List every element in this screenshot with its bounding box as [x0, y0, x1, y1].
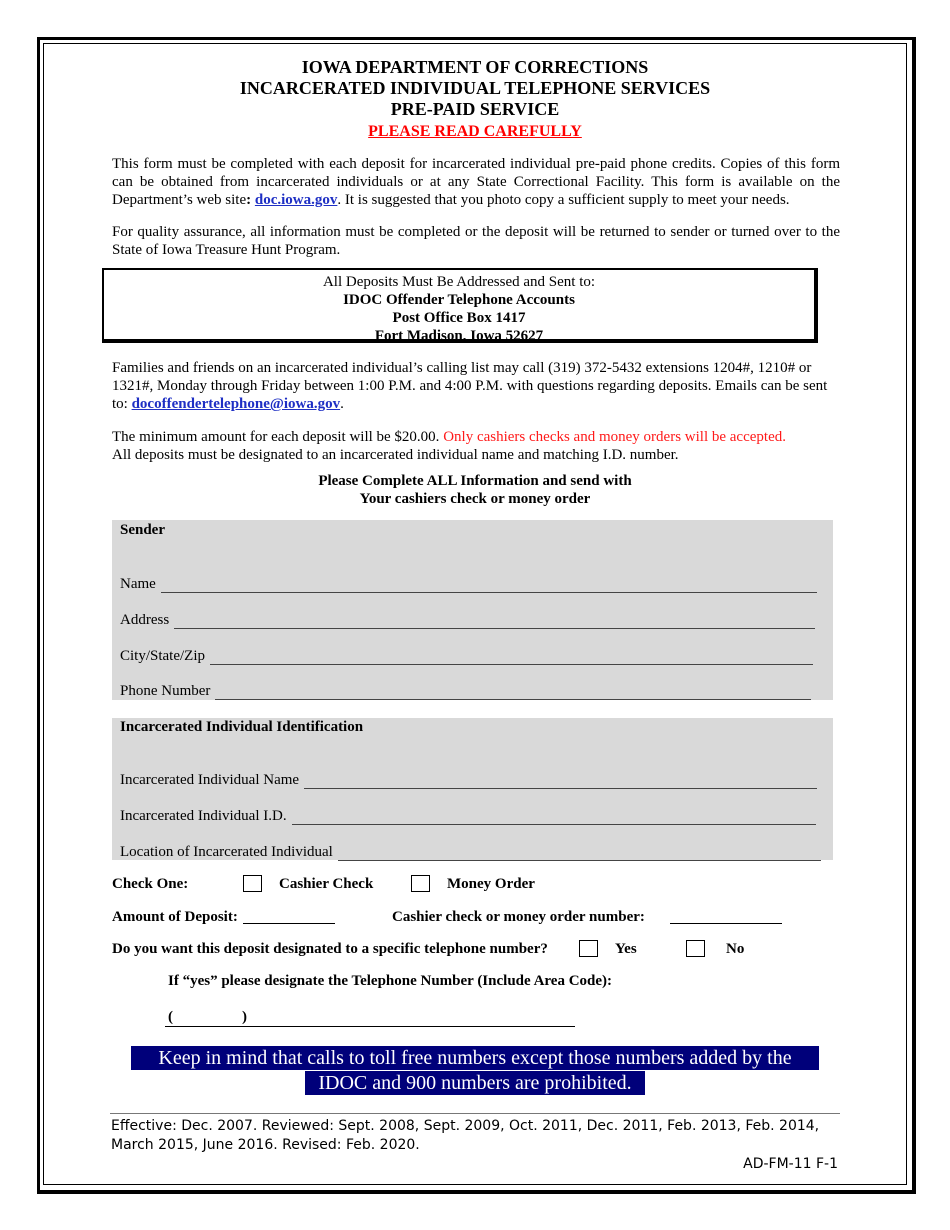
- header-warning: PLEASE READ CAREFULLY: [368, 123, 582, 140]
- sender-address-input[interactable]: [174, 614, 815, 629]
- sender-city-field[interactable]: City/State/Zip: [120, 648, 813, 665]
- address-city: Fort Madison, Iowa 52627: [374, 328, 544, 344]
- inmate-location-field[interactable]: Location of Incarcerated Individual: [120, 844, 821, 861]
- address-name: IDOC Offender Telephone Accounts: [343, 292, 575, 308]
- header-agency: IOWA DEPARTMENT OF CORRECTIONS: [301, 57, 649, 77]
- inmate-title: Incarcerated Individual Identification: [120, 719, 364, 735]
- designate-yes-label: Yes: [615, 941, 637, 957]
- footer-divider: [110, 1113, 840, 1114]
- instruction-line2: Your cashiers check or money order: [359, 491, 591, 507]
- designate-no-label: No: [726, 941, 745, 957]
- money-order-checkbox[interactable]: [411, 875, 430, 892]
- quality-paragraph: For quality assurance, all information must be completed or the deposit will be returned to sender or turned over to the State of Iowa Treasure Hunt Program.: [112, 224, 840, 258]
- check-number-input[interactable]: [670, 907, 782, 924]
- designated-phone-input[interactable]: [165, 1010, 575, 1027]
- sender-section: [112, 520, 833, 700]
- inmate-name-input[interactable]: [304, 774, 817, 789]
- check-one-label: Check One:: [112, 876, 189, 892]
- toll-free-notice-line1: Keep in mind that calls to toll free numbers except those numbers added by the: [131, 1046, 819, 1070]
- area-code-open-paren: (: [168, 1009, 173, 1025]
- minimum-paragraph: The minimum amount for each deposit will be $20.00. Only cashiers checks and money orders will be accepted. All deposits must be designated to an incarcerated individual name and matching I.D. number.: [112, 429, 786, 463]
- sender-title: Sender: [120, 522, 165, 538]
- instruction-line1: Please Complete ALL Information and send with: [318, 473, 632, 489]
- contact-paragraph: Families and friends on an incarcerated individual’s calling list may call (319) 372-5432 extensions 1204#, 1210# or 1321#, Monday through Friday between 1:00 P.M. and 4:00 P.M. with questions regarding deposits. Emails can be sent to: docoffendertelephone@iowa.gov.: [112, 360, 828, 412]
- designate-no-checkbox[interactable]: [686, 940, 705, 957]
- inmate-id-field[interactable]: Incarcerated Individual I.D.: [120, 808, 816, 825]
- sender-name-field[interactable]: Name: [120, 576, 817, 593]
- form-number: AD-FM-11 F-1: [743, 1156, 838, 1172]
- sender-name-input[interactable]: [161, 578, 817, 593]
- cashier-check-label: Cashier Check: [279, 876, 374, 892]
- accepted-payment-notice: Only cashiers checks and money orders will be accepted.: [443, 429, 786, 445]
- sender-phone-input[interactable]: [215, 685, 811, 700]
- address-po-box: Post Office Box 1417: [392, 310, 526, 326]
- amount-label: Amount of Deposit:: [112, 909, 238, 925]
- designate-question: Do you want this deposit designated to a specific telephone number?: [112, 941, 548, 957]
- designate-yes-checkbox[interactable]: [579, 940, 598, 957]
- inmate-location-input[interactable]: [338, 846, 821, 861]
- inmate-id-input[interactable]: [292, 810, 816, 825]
- revision-history: Effective: Dec. 2007. Reviewed: Sept. 2008, Sept. 2009, Oct. 2011, Dec. 2011, Feb. 2013, Feb. 2014, March 2015, June 2016. Revised: Feb. 2020.: [111, 1118, 820, 1153]
- sender-phone-field[interactable]: Phone Number: [120, 683, 811, 700]
- address-heading: All Deposits Must Be Addressed and Sent to:: [322, 274, 596, 290]
- toll-free-notice-line2: IDOC and 900 numbers are prohibited.: [305, 1071, 645, 1095]
- phone-designation-instruction: If “yes” please designate the Telephone Number (Include Area Code):: [168, 973, 613, 989]
- header-service: PRE-PAID SERVICE: [390, 99, 560, 119]
- header-division: INCARCERATED INDIVIDUAL TELEPHONE SERVICES: [239, 78, 711, 98]
- amount-input[interactable]: [243, 907, 335, 924]
- website-link[interactable]: doc.iowa.gov: [254, 192, 338, 208]
- inmate-section: [112, 718, 833, 860]
- sender-city-input[interactable]: [210, 650, 813, 665]
- intro-paragraph: This form must be completed with each deposit for incarcerated individual pre-paid phone credits. Copies of this form can be obtained from incarcerated individuals or at any State Correctional Facility. This form is available on the Department’s web site: doc.iowa.gov. It is suggested that you photo copy a sufficient supply to meet your needs.: [112, 156, 840, 208]
- area-code-close-paren: ): [242, 1009, 247, 1025]
- email-link[interactable]: docoffendertelephone@iowa.gov: [131, 396, 341, 412]
- cashier-check-checkbox[interactable]: [243, 875, 262, 892]
- mailing-address-box: [102, 268, 818, 343]
- money-order-label: Money Order: [447, 876, 535, 892]
- inmate-name-field[interactable]: Incarcerated Individual Name: [120, 772, 817, 789]
- check-number-label: Cashier check or money order number:: [392, 909, 645, 925]
- sender-address-field[interactable]: Address: [120, 612, 815, 629]
